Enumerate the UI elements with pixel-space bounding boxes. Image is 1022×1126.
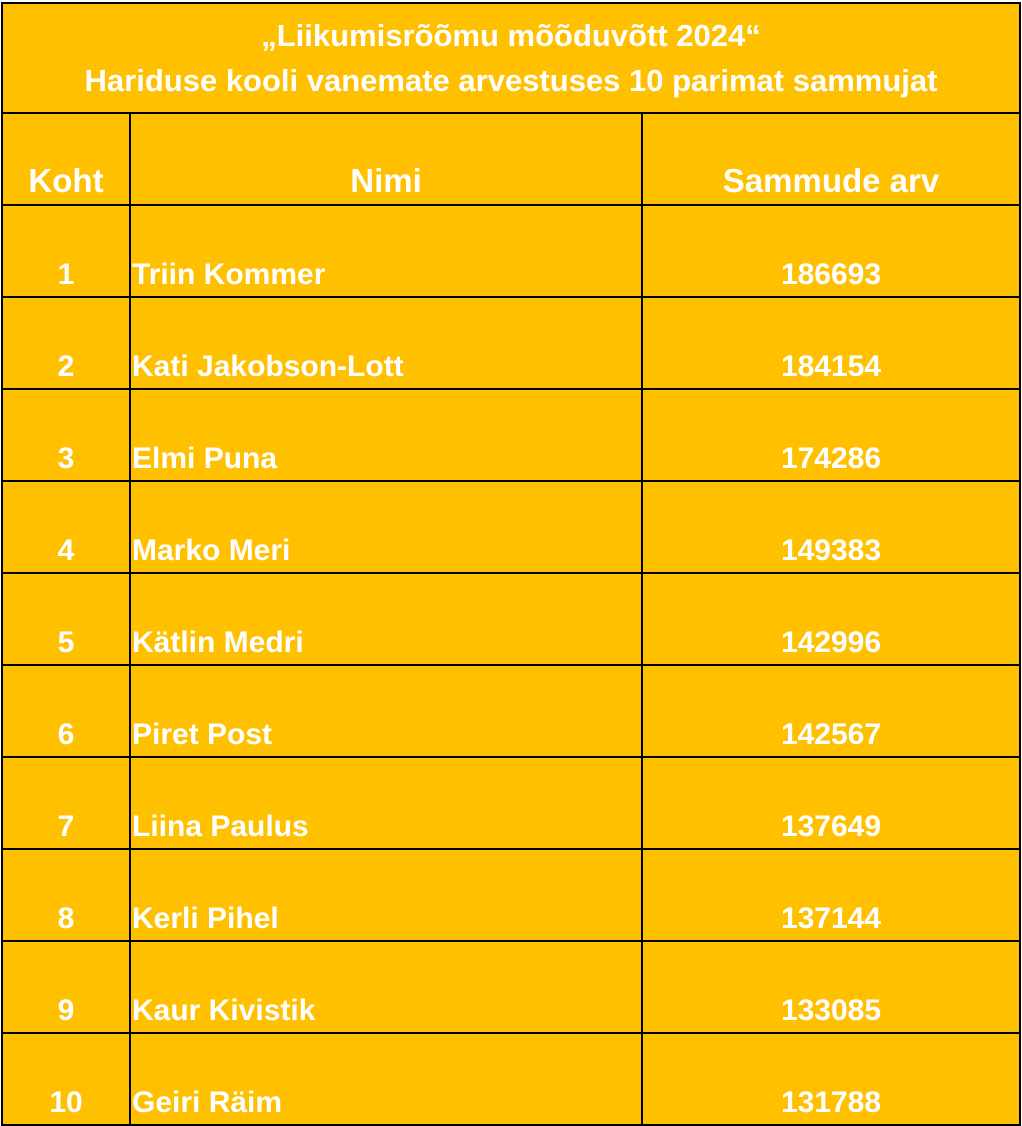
rank-cell: 6 — [2, 665, 130, 757]
steps-cell: 142996 — [642, 573, 1020, 665]
table-row — [2, 481, 1020, 573]
table-row — [2, 205, 1020, 297]
table-row — [2, 665, 1020, 757]
name-cell: Kätlin Medri — [130, 573, 642, 665]
rank-cell: 8 — [2, 849, 130, 941]
title-row — [2, 3, 1020, 113]
name-cell: Geiri Räim — [130, 1033, 642, 1125]
name-cell: Kaur Kivistik — [130, 941, 642, 1033]
name-cell: Triin Kommer — [130, 205, 642, 297]
header-steps: Sammude arv — [642, 113, 1020, 205]
header-row — [2, 113, 1020, 205]
name-cell: Marko Meri — [130, 481, 642, 573]
steps-cell: 137144 — [642, 849, 1020, 941]
table-row — [2, 941, 1020, 1033]
rank-cell: 9 — [2, 941, 130, 1033]
table-row — [2, 297, 1020, 389]
table-row — [2, 757, 1020, 849]
rank-cell: 7 — [2, 757, 130, 849]
rank-cell: 10 — [2, 1033, 130, 1125]
steps-cell: 186693 — [642, 205, 1020, 297]
leaderboard-table — [1, 2, 1021, 1126]
steps-cell: 149383 — [642, 481, 1020, 573]
table-row — [2, 573, 1020, 665]
steps-cell: 133085 — [642, 941, 1020, 1033]
title-line-1: „Liikumisrõõmu mõõduvõtt 2024“ — [261, 18, 761, 53]
rank-cell: 5 — [2, 573, 130, 665]
table-row — [2, 849, 1020, 941]
name-cell: Kerli Pihel — [130, 849, 642, 941]
name-cell: Elmi Puna — [130, 389, 642, 481]
rank-cell: 4 — [2, 481, 130, 573]
name-cell: Kati Jakobson-Lott — [130, 297, 642, 389]
steps-cell: 174286 — [642, 389, 1020, 481]
name-cell: Liina Paulus — [130, 757, 642, 849]
header-rank: Koht — [2, 113, 130, 205]
rank-cell: 3 — [2, 389, 130, 481]
steps-cell: 142567 — [642, 665, 1020, 757]
rank-cell: 2 — [2, 297, 130, 389]
table-row — [2, 1033, 1020, 1125]
steps-cell: 131788 — [642, 1033, 1020, 1125]
table-title — [2, 3, 1020, 113]
steps-cell: 184154 — [642, 297, 1020, 389]
rank-cell: 1 — [2, 205, 130, 297]
title-line-2: Hariduse kooli vanemate arvestuses 10 parimat sammujat — [84, 63, 938, 98]
table-row — [2, 389, 1020, 481]
name-cell: Piret Post — [130, 665, 642, 757]
header-name: Nimi — [130, 113, 642, 205]
steps-cell: 137649 — [642, 757, 1020, 849]
